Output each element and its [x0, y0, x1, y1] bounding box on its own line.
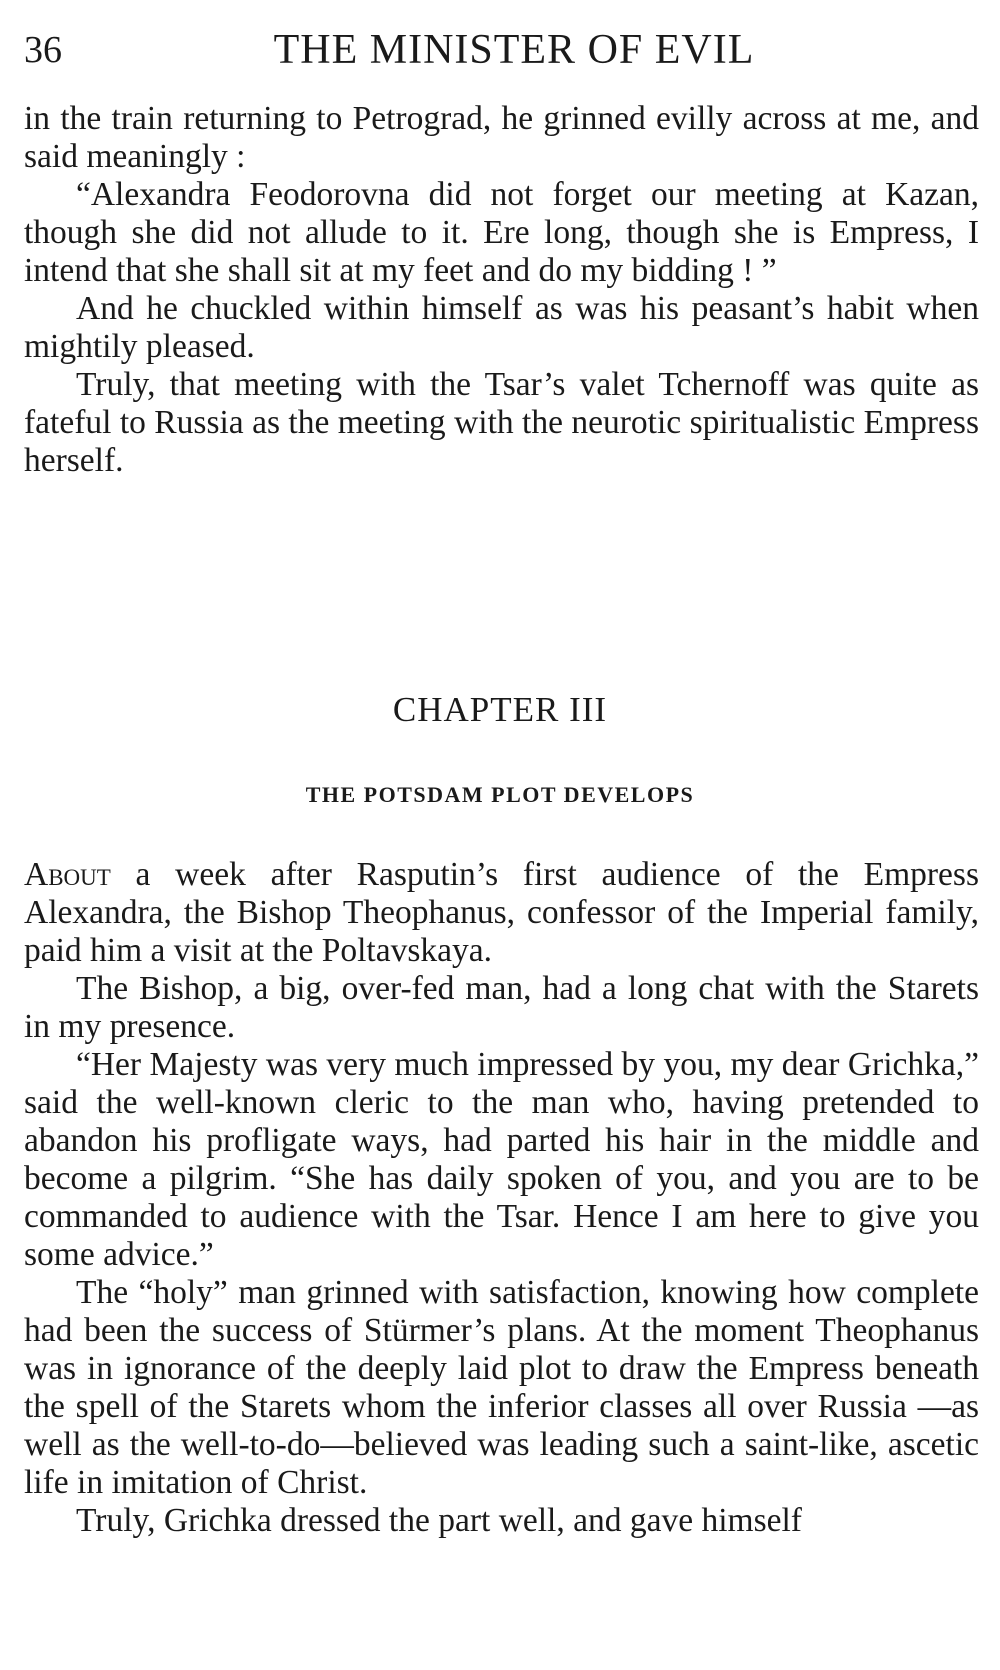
- paragraph: “Alexandra Feodorovna did not forget our meeting at Kazan, though she did not allude to it. Ere long, though she is Empress, I intend that she shall sit at my feet and do my bidding ! ”: [24, 176, 979, 289]
- top-text-block: [24, 100, 979, 480]
- paragraph: [24, 856, 979, 970]
- paragraph: Truly, Grichka dressed the part well, and gave himself: [76, 1502, 802, 1539]
- page-number: 36: [24, 29, 62, 71]
- paragraph: The “holy” man grinned with satisfaction, knowing how complete had been the success of Stürmer’s plans. At the moment Theophanus was in ignorance of the deeply laid plot to draw the Empress beneath the spell of the Starets whom the inferior classes all over Russia —as well as the well-to-do—believed was leading such a saint-like, ascetic life in imitation of Christ.: [24, 1274, 979, 1501]
- paragraph-text: a week after Rasputin’s first audience of the Empress Alexandra, the Bishop Theophanus, confessor of the Imperial family, paid him a visit at the Poltavskaya.: [24, 856, 979, 969]
- chapter-title: CHAPTER III: [392, 690, 608, 729]
- paragraph: Truly, that meeting with the Tsar’s valet Tchernoff was quite as fateful to Russia as the meeting with the neurotic spiritualistic Empress herself.: [24, 366, 979, 479]
- page-header: [24, 20, 984, 80]
- running-title: THE MINISTER OF EVIL: [273, 27, 755, 73]
- chapter-text-block: [24, 856, 979, 1540]
- paragraph: And he chuckled within himself as was his peasant’s habit when mightily pleased.: [24, 290, 979, 365]
- paragraph: “Her Majesty was very much impressed by you, my dear Grichka,” said the well-known cleric to the man who, having pretended to abandon his profligate ways, had parted his hair in the middle and become a pilgrim. “She has daily spoken of you, and you are to be commanded to audience with the Tsar. Hence I am here to give you some advice.”: [24, 1046, 979, 1273]
- paragraph: in the train returning to Petrograd, he grinned evilly across at me, and said meaningly :: [24, 100, 979, 175]
- lead-word: About: [24, 856, 111, 893]
- paragraph: The Bishop, a big, over-fed man, had a long chat with the Starets in my presence.: [24, 970, 979, 1045]
- chapter-subtitle: THE POTSDAM PLOT DEVELOPS: [305, 782, 695, 807]
